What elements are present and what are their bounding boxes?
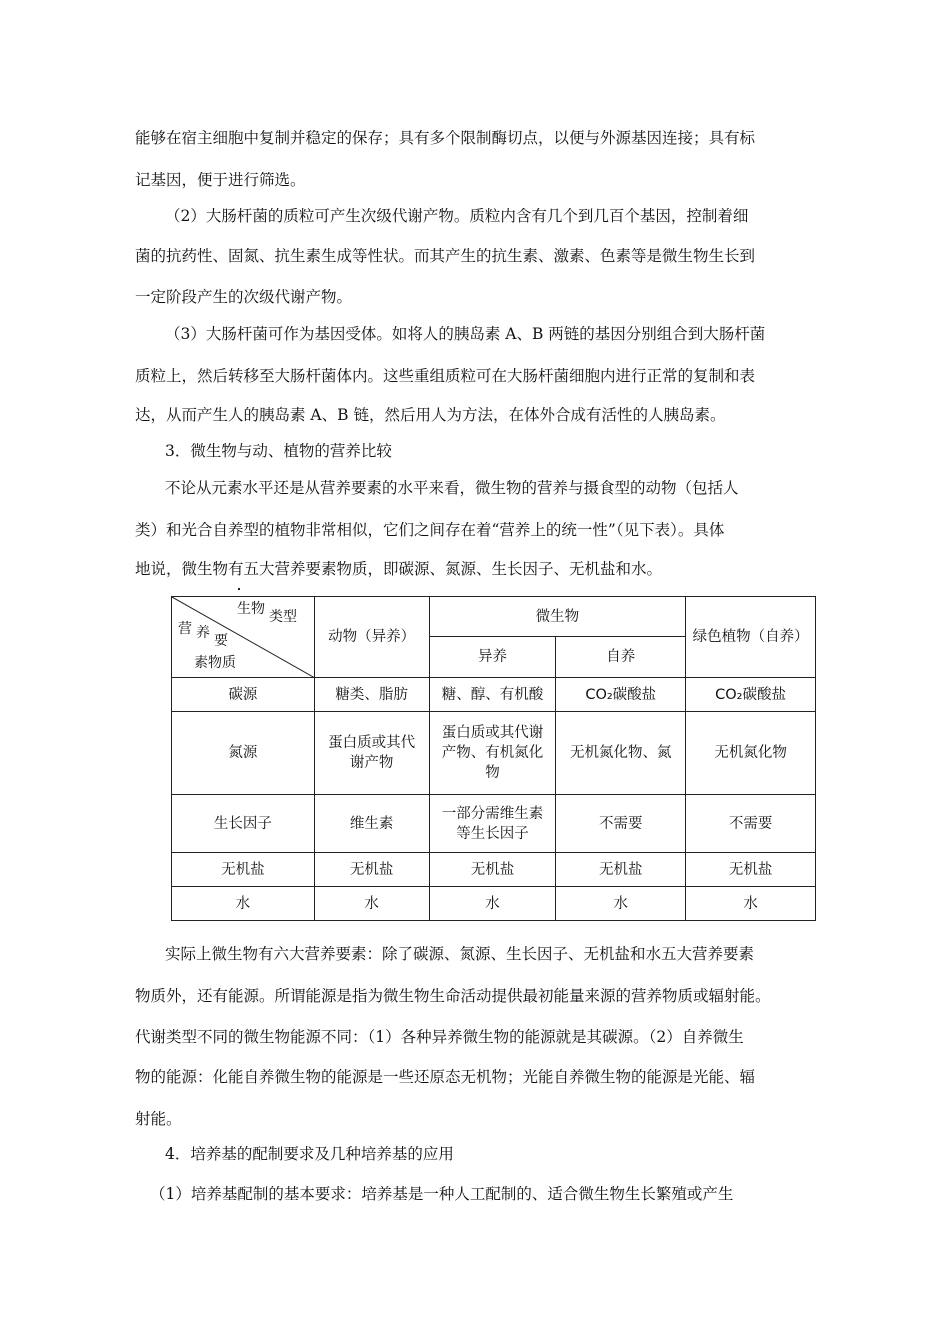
para-4-line-1: 不论从元素水平还是从营养要素的水平来看，微生物的营养与摄食型的动物（包括人: [165, 479, 739, 497]
stray-dot: [238, 588, 240, 590]
row-name: 生长因子: [172, 795, 315, 853]
cell-plant: 不需要: [686, 795, 816, 853]
corner-label-mid-c: 要: [214, 633, 228, 649]
para-5-line-4: 物的能源：化能自养微生物的能源是一些还原态无机物；光能自养微生物的能源是光能、辐: [135, 1068, 756, 1086]
para-2-line-2: 菌的抗药性、固氮、抗生素生成等性状。而其产生的抗生素、激素、色素等是微生物生长到: [135, 247, 756, 265]
para-3-line-3: 达，从而产生人的胰岛素 A、B 链，然后用人为方法，在体外合成有活性的人胰岛素。: [135, 406, 726, 424]
header-animal: 动物（异养）: [314, 597, 429, 678]
cell-animal: 水: [314, 887, 429, 921]
row-name: 氮源: [172, 712, 315, 795]
para-1-line-1: 能够在宿主细胞中复制并稳定的保存；具有多个限制酶切点，以便与外源基因连接；具有标: [135, 129, 756, 147]
cell-plant: 无机盐: [686, 853, 816, 887]
corner-label-top-b: 类型: [269, 609, 297, 625]
cell-plant: 无机氮化物: [686, 712, 816, 795]
cell-animal: 维生素: [314, 795, 429, 853]
cell-autotroph: 不需要: [556, 795, 686, 853]
para-4-line-2: 类）和光合自养型的植物非常相似，它们之间存在着“营养上的统一性”（见下表）。具体: [135, 521, 725, 539]
cell-line: 产物、有机氮化: [441, 745, 544, 761]
cell-autotroph: 水: [556, 887, 686, 921]
section-4-heading: 4．培养基的配制要求及几种培养基的应用: [165, 1145, 454, 1163]
cell-line: 物: [485, 765, 500, 781]
para-2-line-3: 一定阶段产生的次级代谢产物。: [135, 288, 353, 306]
para-5-line-2: 物质外，还有能源。所谓能源是指为微生物生命活动提供最初能量来源的营养物质或辐射能。: [135, 987, 771, 1005]
para-3-line-2: 质粒上，然后转移至大肠杆菌体内。这些重组质粒可在大肠杆菌细胞内进行正常的复制和表: [135, 367, 756, 385]
corner-label-bottom: 素物质: [194, 655, 236, 671]
cell-animal: [314, 712, 429, 795]
cell-line: 谢产物: [349, 755, 394, 771]
header-plant: 绿色植物（自养）: [686, 597, 816, 678]
para-4-line-3: 地说，微生物有五大营养要素物质，即碳源、氮源、生长因子、无机盐和水。: [135, 560, 663, 578]
cell-line: 蛋白质或其代谢: [441, 725, 544, 741]
cell-line: 蛋白质或其代: [328, 735, 416, 751]
cell-plant: CO₂碳酸盐: [686, 678, 816, 712]
row-name: 碳源: [172, 678, 315, 712]
para-6-line-1: （1）培养基配制的基本要求：培养基是一种人工配制的、适合微生物生长繁殖或产生: [150, 1185, 734, 1203]
row-name: 无机盐: [172, 853, 315, 887]
header-autotroph: 自养: [556, 637, 686, 678]
cell-heterotroph: 糖、醇、有机酸: [429, 678, 556, 712]
corner-label-mid-a: 营: [178, 621, 192, 637]
para-2-line-1: （2）大肠杆菌的质粒可产生次级代谢产物。质粒内含有几个到几百个基因，控制着细: [165, 207, 749, 225]
cell-heterotroph: 水: [429, 887, 556, 921]
para-5-line-3: 代谢类型不同的微生物能源不同：（1）各种异养微生物的能源就是其碳源。（2）自养微生: [135, 1028, 744, 1046]
cell-heterotroph: [429, 712, 556, 795]
corner-label-top-a: 生物: [237, 601, 265, 617]
cell-line: 一部分需维生素: [441, 805, 544, 822]
cell-autotroph: 无机氮化物、氮: [556, 712, 686, 795]
corner-diagonal-header: [172, 597, 315, 678]
section-3-heading: 3．微生物与动、植物的营养比较: [165, 442, 392, 460]
corner-label-mid-b: 养: [196, 625, 210, 641]
para-5-line-1: 实际上微生物有六大营养要素：除了碳源、氮源、生长因子、无机盐和水五大营养要素: [165, 945, 755, 963]
para-1-line-2: 记基因，便于进行筛选。: [135, 171, 306, 189]
cell-autotroph: CO₂碳酸盐: [556, 678, 686, 712]
cell-plant: 水: [686, 887, 816, 921]
cell-autotroph: 无机盐: [556, 853, 686, 887]
cell-line: 等生长因子: [456, 825, 529, 842]
row-name: 水: [172, 887, 315, 921]
cell-heterotroph: 无机盐: [429, 853, 556, 887]
para-3-line-1: （3）大肠杆菌可作为基因受体。如将人的胰岛素 A、B 两链的基因分别组合到大肠杆菌: [165, 325, 766, 343]
nutrition-comparison-table: [171, 596, 816, 921]
cell-heterotroph: [429, 795, 556, 853]
header-microbe: 微生物: [429, 597, 686, 637]
para-5-line-5: 射能。: [135, 1110, 182, 1128]
cell-animal: 糖类、脂肪: [314, 678, 429, 712]
header-heterotroph: 异养: [429, 637, 556, 678]
cell-animal: 无机盐: [314, 853, 429, 887]
